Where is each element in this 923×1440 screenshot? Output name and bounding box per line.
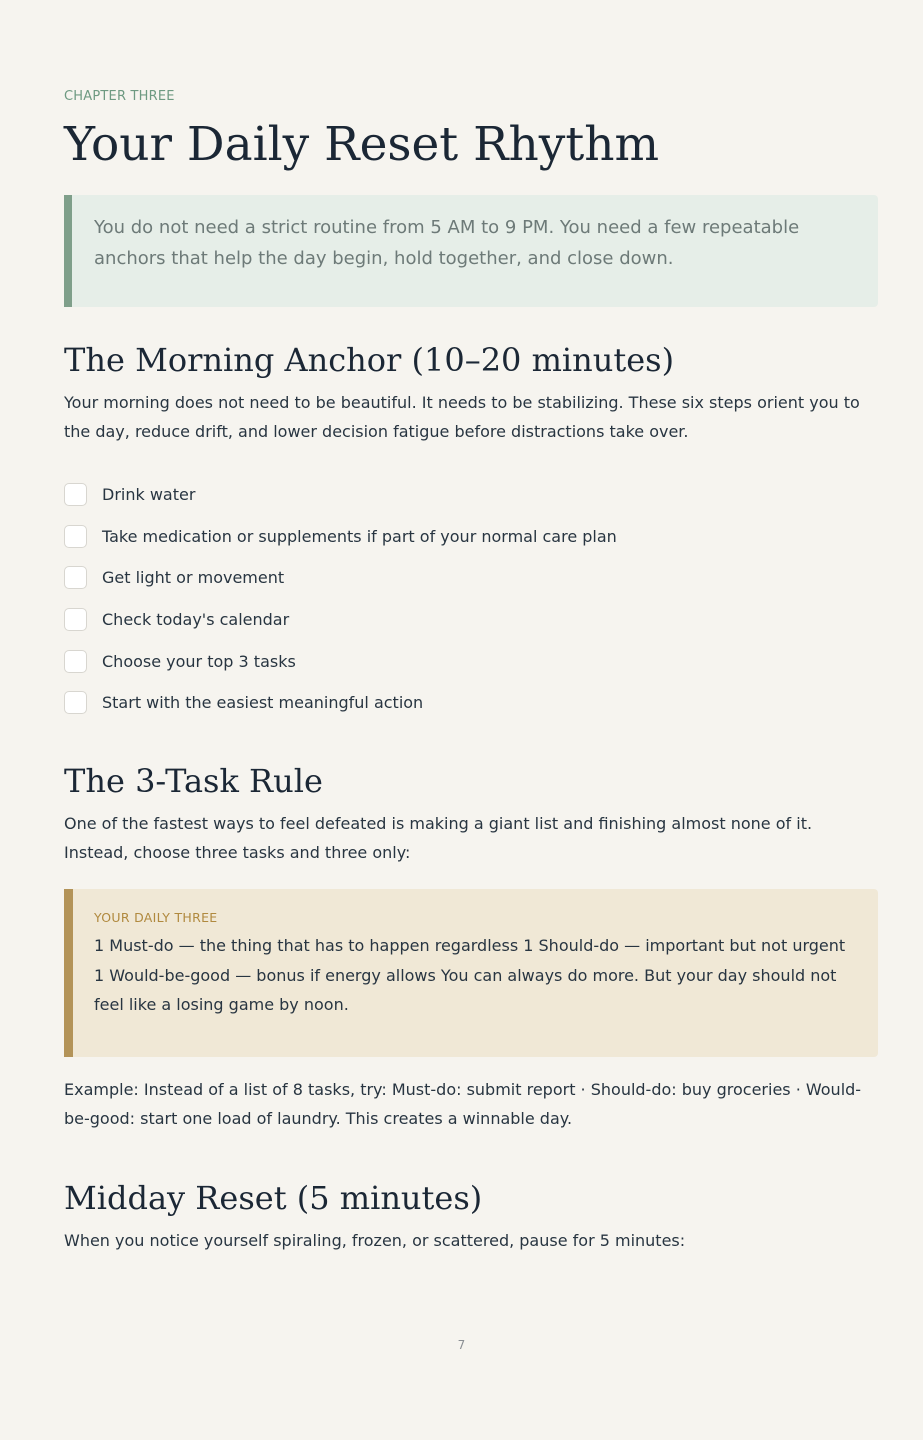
checklist-item[interactable] <box>64 682 878 724</box>
checkbox[interactable] <box>64 525 87 548</box>
three-task-rule-heading: The 3-Task Rule <box>64 762 323 800</box>
checklist-item-label: Get light or movement <box>102 568 285 588</box>
midday-reset-heading: Midday Reset (5 minutes) <box>64 1179 483 1217</box>
midday-reset-paragraph: When you notice yourself spiraling, frozen, or scattered, pause for 5 minutes: <box>64 1231 686 1250</box>
page-number: 7 <box>457 1338 466 1352</box>
intro-callout <box>64 195 878 307</box>
checkbox[interactable] <box>64 691 87 714</box>
three-task-rule-paragraph: One of the fastest ways to feel defeated is making a giant list and finishing almost none of it. Instead, choose three tasks and three only: <box>64 814 813 862</box>
checkbox[interactable] <box>64 566 87 589</box>
checkbox[interactable] <box>64 650 87 673</box>
checkbox[interactable] <box>64 608 87 631</box>
checklist-item[interactable] <box>64 557 878 599</box>
checklist-item[interactable] <box>64 474 878 516</box>
checklist-item-label: Choose your top 3 tasks <box>102 651 296 671</box>
morning-checklist <box>64 474 878 724</box>
checkbox[interactable] <box>64 483 87 506</box>
checklist-item-label: Take medication or supplements if part of your normal care plan <box>102 526 617 546</box>
page-title: Your Daily Reset Rhythm <box>64 117 660 172</box>
checklist-item-label: Check today's calendar <box>102 610 290 630</box>
daily-three-callout <box>64 889 878 1057</box>
intro-callout-text: You do not need a strict routine from 5 AM to 9 PM. You need a few repeatable anchors that help the day begin, hold together, and close down. <box>94 217 800 269</box>
daily-three-label: YOUR DAILY THREE <box>94 910 218 925</box>
morning-anchor-paragraph: Your morning does not need to be beautiful. It needs to be stabilizing. These six steps orient you to the day, reduce drift, and lower decision fatigue before distractions take over. <box>64 393 860 441</box>
checklist-item[interactable] <box>64 640 878 682</box>
morning-anchor-heading: The Morning Anchor (10–20 minutes) <box>64 341 675 379</box>
chapter-label: CHAPTER THREE <box>64 89 175 104</box>
example-paragraph: Example: Instead of a list of 8 tasks, try: Must-do: submit report · Should-do: buy groceries · Would-be-good: start one load of laundry. This creates a winnable day. <box>64 1080 862 1128</box>
checklist-item[interactable] <box>64 599 878 641</box>
checklist-item[interactable] <box>64 516 878 558</box>
checklist-item-label: Drink water <box>102 485 196 505</box>
checklist-item-label: Start with the easiest meaningful action <box>102 693 424 713</box>
daily-three-text: 1 Must-do — the thing that has to happen regardless 1 Should-do — important but not urgent 1 Would-be-good — bonus if energy allows You can always do more. But your day should not feel like a losing game by noon. <box>94 936 846 1014</box>
